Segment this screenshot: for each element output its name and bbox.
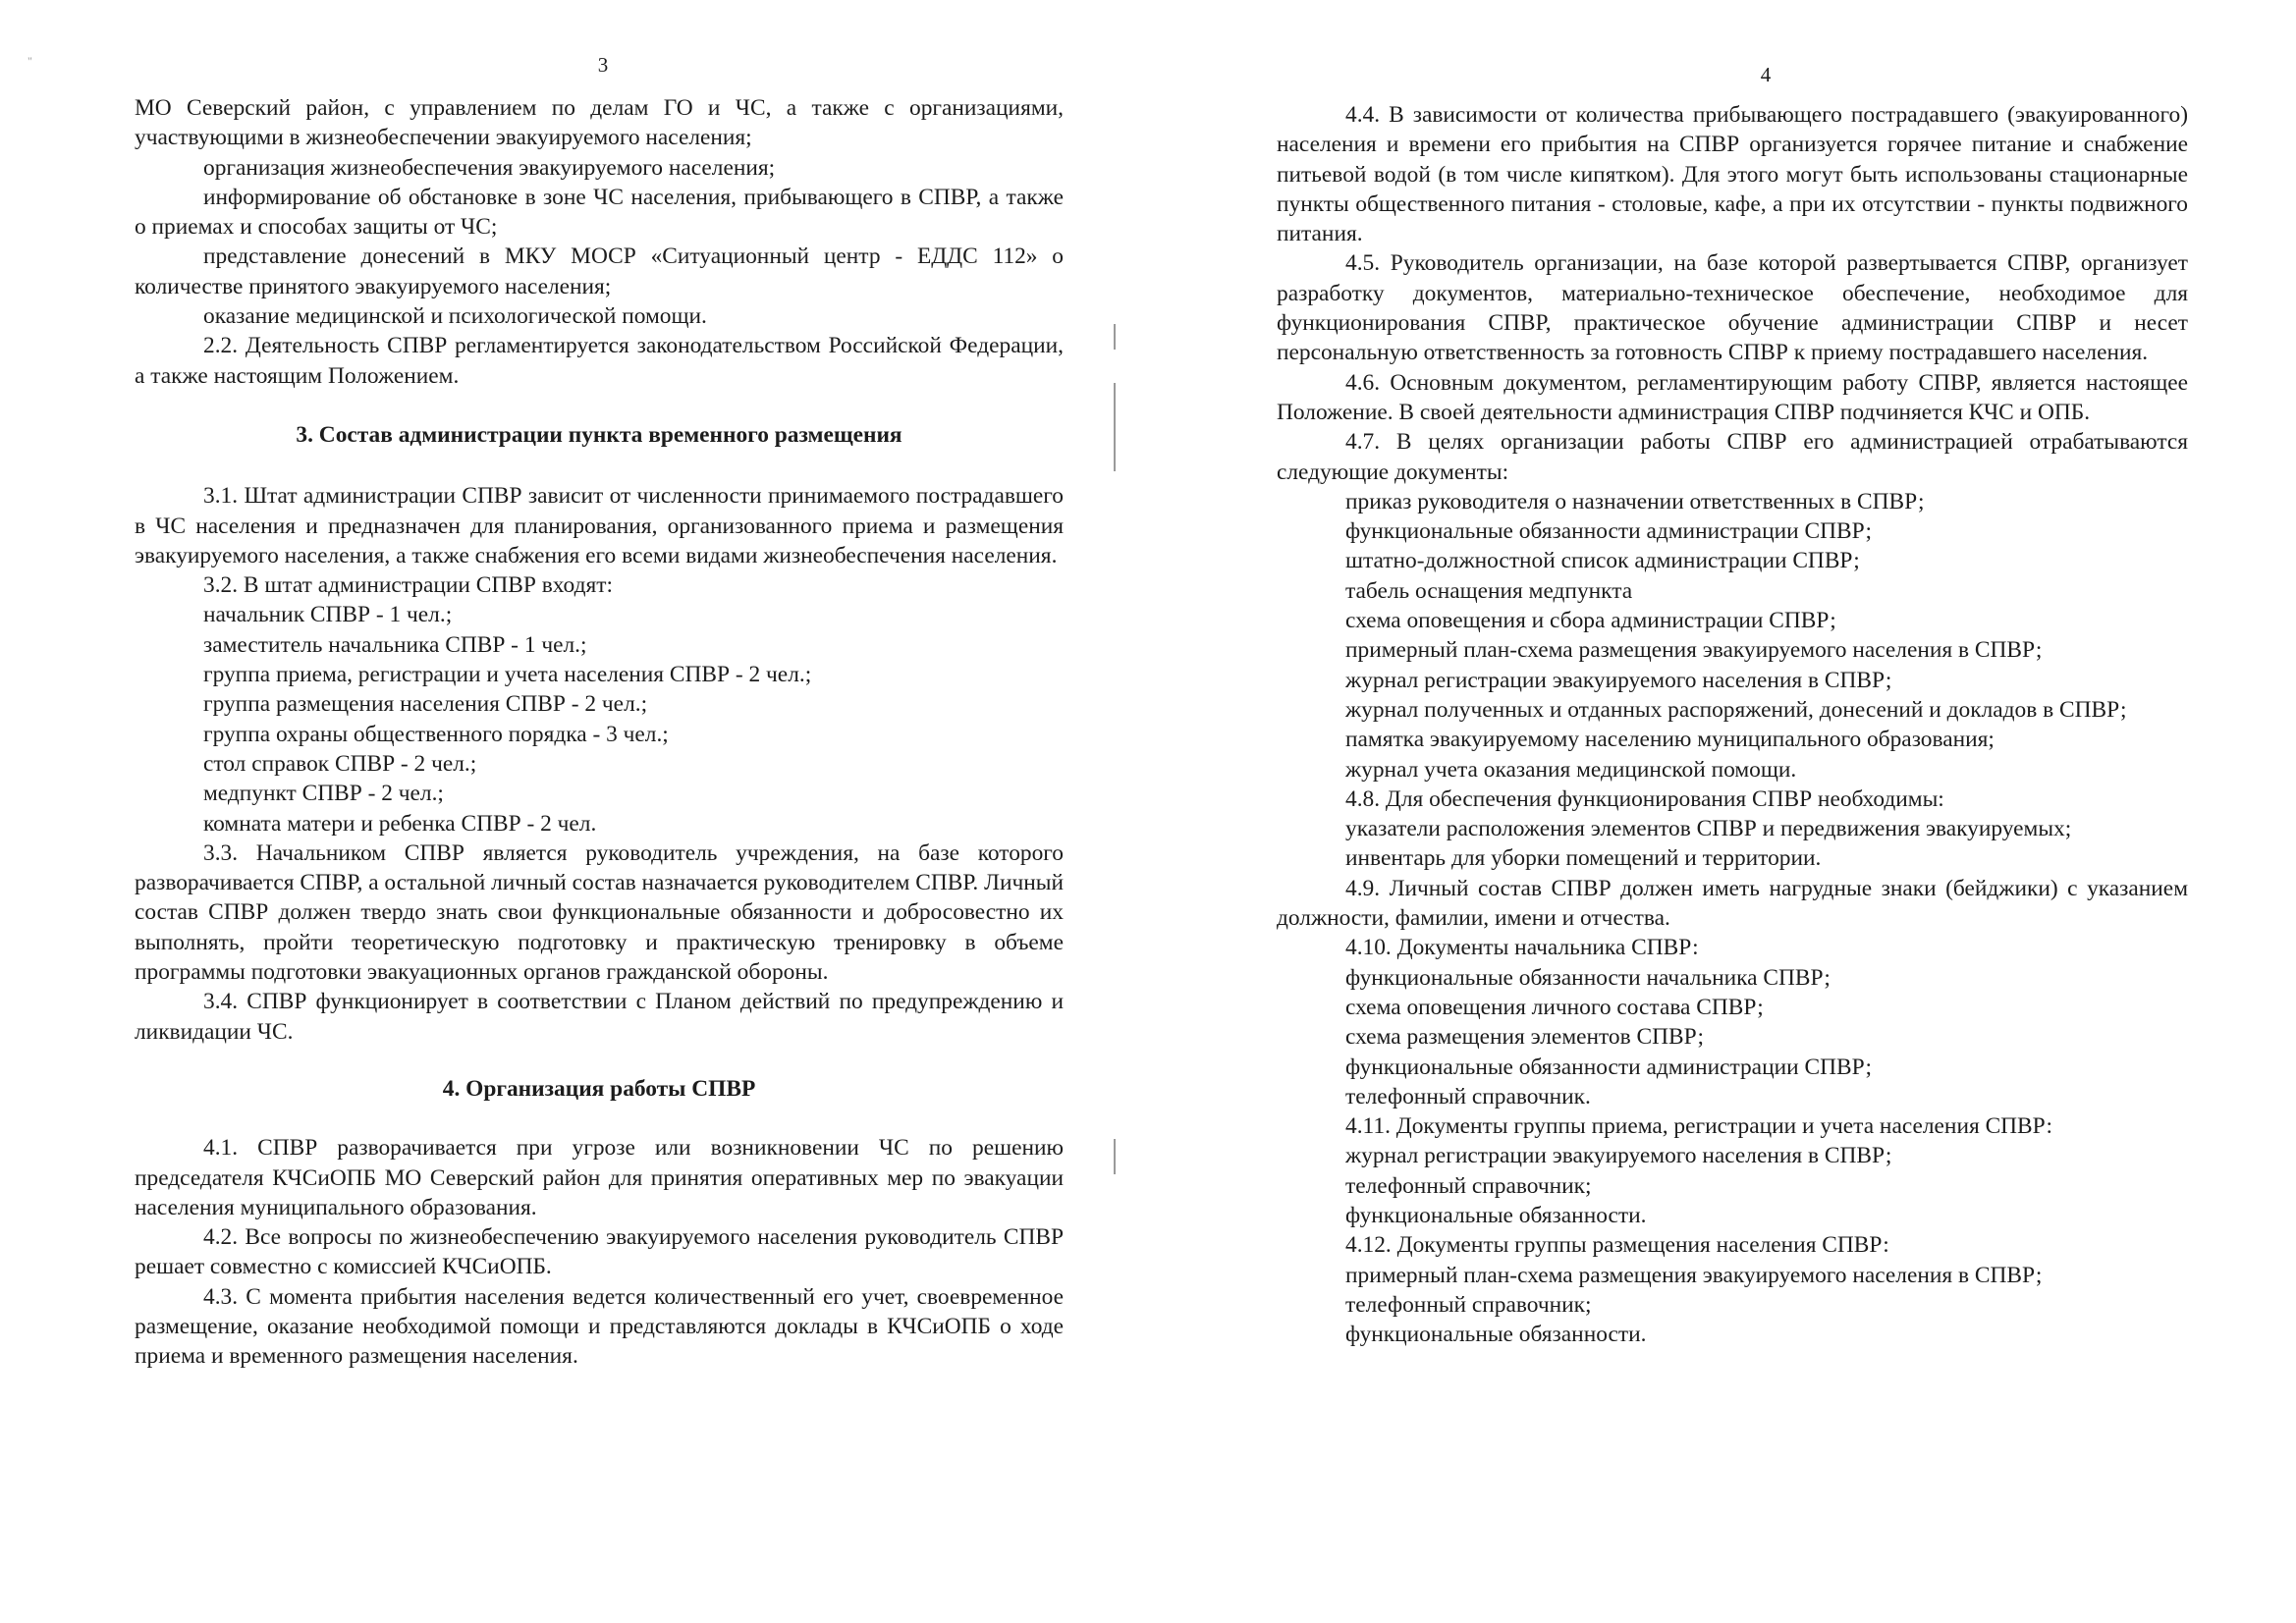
paragraph: 2.2. Деятельность СПВР регламентируется законодательством Российской Федерации, а также настоящим Положением. [135,333,1064,389]
list-item: журнал учета оказания медицинской помощи. [1345,756,1797,783]
paragraph: 3.3. Начальником СПВР является руководитель учреждения, на базе которого разворачивается СПВР, а остальной личный состав назначается руководителем СПВР. Личный состав СПВР должен твердо знать свои функциональные обязанности и добросовестно их выполнять, пройти теоретическую подготовку и практическую тренировку в объеме программы подготовки эвакуационных органов гражданской обороны. [135,839,1064,986]
paragraph: 4.10. Документы начальника СПВР: [1345,935,1699,961]
paragraph: МО Северский район, с управлением по делам ГО и ЧС, а также с организациями, участвующими в жизнеобеспечении эвакуируемого населения; [135,95,1064,151]
list-item: начальник СПВР - 1 чел.; [203,602,453,628]
paragraph: 4.5. Руководитель организации, на базе которой развертывается СПВР, организует разработку документов, материально-техническое обеспечение, необходимое для функционирования СПВР, практическое обучение администрации СПВР и несет персональную ответственность за готовность СПВР к приему пострадавшего населения. [1277,250,2188,366]
list-item: оказание медицинской и психологической помощи. [203,303,707,330]
list-item: схема размещения элементов СПВР; [1345,1024,1704,1051]
paragraph: 3.1. Штат администрации СПВР зависит от численности принимаемого пострадавшего в ЧС населения и предназначен для планирования, организованного приема и размещения эвакуируемого населения, а также снабжения его всеми видами жизнеобеспечения населения. [135,483,1064,568]
paragraph: журнал полученных и отданных распоряжений, донесений и докладов в СПВР; [1345,696,2127,723]
paragraph: 4.3. С момента прибытия населения ведется количественный его учет, своевременное размещение, оказание необходимой помощи и представляются доклады в КЧСиОПБ о ходе приема и временного размещения населения. [135,1283,1064,1370]
list-item: комната матери и ребенка СПВР - 2 чел. [203,810,597,837]
list-item: группа размещения населения СПВР - 2 чел.; [203,691,648,718]
paragraph: информирование об обстановке в зоне ЧС населения, прибывающего в СПВР, а также о приемах и способах защиты от ЧС; [135,184,1064,241]
paragraph: 4.1. СПВР разворачивается при угрозе или возникновении ЧС по решению председателя КЧСиОПБ МО Северский район для принятия оперативных мер по эвакуации населения муниципального образования. [135,1135,1064,1220]
right-page-body [1277,100,2188,1349]
list-item: организация жизнеобеспечения эвакуируемого населения; [203,154,776,181]
section-4-continuation [1277,100,2188,1349]
paragraph: 4.9. Личный состав СПВР должен иметь нагрудные знаки (бейджики) с указанием должности, фамилии, имени и отчества. [1277,875,2188,932]
list-item: схема оповещения и сбора администрации СПВР; [1345,608,1836,634]
list-item: функциональные обязанности администрации СПВР; [1345,518,1872,545]
list-item: функциональные обязанности администрации СПВР; [1345,1054,1872,1080]
list-item: примерный план-схема размещения эвакуируемого населения в СПВР; [1345,1262,2043,1288]
paragraph: 4.2. Все вопросы по жизнеобеспечению эвакуируемого населения руководитель СПВР решает совместно с комиссией КЧСиОПБ. [135,1224,1064,1280]
list-item: группа приема, регистрации и учета населения СПВР - 2 чел.; [203,662,812,688]
page-number: 4 [1760,63,1772,86]
section-2-continuation [135,93,1064,391]
list-item: памятка эвакуируемому населению муниципального образования; [1345,727,1995,753]
paragraph: 4.4. В зависимости от количества прибывающего пострадавшего (эвакуированного) населения и времени его прибытия на СПВР организуется горячее питание и снабжение питьевой водой (в том числе кипятком). Для этого могут быть использованы стационарные пункты общественного питания - столовые, кафе, а при их отсутствии - пункты подвижного питания. [1277,102,2188,247]
section-3-heading: 3. Состав администрации пункта временного размещения [296,421,902,448]
list-item: стол справок СПВР - 2 чел.; [203,750,477,777]
list-item: телефонный справочник; [1345,1291,1592,1318]
paragraph: 4.8. Для обеспечения функционирования СПВР необходимы: [1345,785,1944,812]
list-item: примерный план-схема размещения эвакуируемого населения в СПВР; [1345,637,2043,664]
paragraph: 4.12. Документы группы размещения населения СПВР: [1345,1232,1889,1259]
paragraph: 3.2. В штат администрации СПВР входят: [203,572,613,599]
list-item: указатели расположения элементов СПВР и передвижения эвакуируемых; [1345,816,2072,842]
paragraph: 4.6. Основным документом, регламентирующим работу СПВР, является настоящее Положение. В своей деятельности администрация СПВР подчиняется КЧС и ОПБ. [1277,369,2188,425]
list-item: группа охраны общественного порядка - 3 чел.; [203,721,669,747]
paragraph: 4.7. В целях организации работы СПВР его администрацией отрабатываются следующие документы: [1277,429,2188,485]
list-item: телефонный справочник. [1345,1083,1591,1109]
page-number: 3 [597,53,609,77]
list-item: заместитель начальника СПВР - 1 чел.; [203,631,587,658]
right-page [1277,0,2188,1623]
paragraph: 3.4. СПВР функционирует в соответствии с Планом действий по предупреждению и ликвидации ЧС. [135,989,1064,1045]
list-item: схема оповещения личного состава СПВР; [1345,994,1764,1020]
list-item: телефонный справочник; [1345,1172,1592,1199]
left-page-body [135,93,1064,1372]
list-item: функциональные обязанности. [1345,1322,1647,1348]
section-4-body [135,1133,1064,1371]
list-item: табель оснащения медпункта [1345,577,1633,604]
left-page [135,0,1064,1623]
section-4-heading: 4. Организация работы СПВР [442,1075,756,1102]
list-item: журнал регистрации эвакуируемого населения в СПВР; [1345,1143,1892,1169]
list-item: журнал регистрации эвакуируемого населения в СПВР; [1345,667,1892,693]
paragraph: 4.11. Документы группы приема, регистрации и учета населения СПВР: [1345,1113,2053,1140]
scan-artifact: " [27,54,32,68]
list-item: штатно-должностной список администрации СПВР; [1345,548,1860,574]
list-item: медпункт СПВР - 2 чел.; [203,781,444,807]
list-item: функциональные обязанности. [1345,1202,1647,1228]
paragraph: представление донесений в МКУ МОСР «Ситуационный центр - ЕДДС 112» о количестве принятого эвакуируемого населения; [135,243,1064,299]
list-item: приказ руководителя о назначении ответственных в СПВР; [1345,488,1925,514]
section-3-body [135,481,1064,1047]
list-item: функциональные обязанности начальника СПВР; [1345,964,1831,991]
list-item: инвентарь для уборки помещений и территории. [1345,845,1822,872]
